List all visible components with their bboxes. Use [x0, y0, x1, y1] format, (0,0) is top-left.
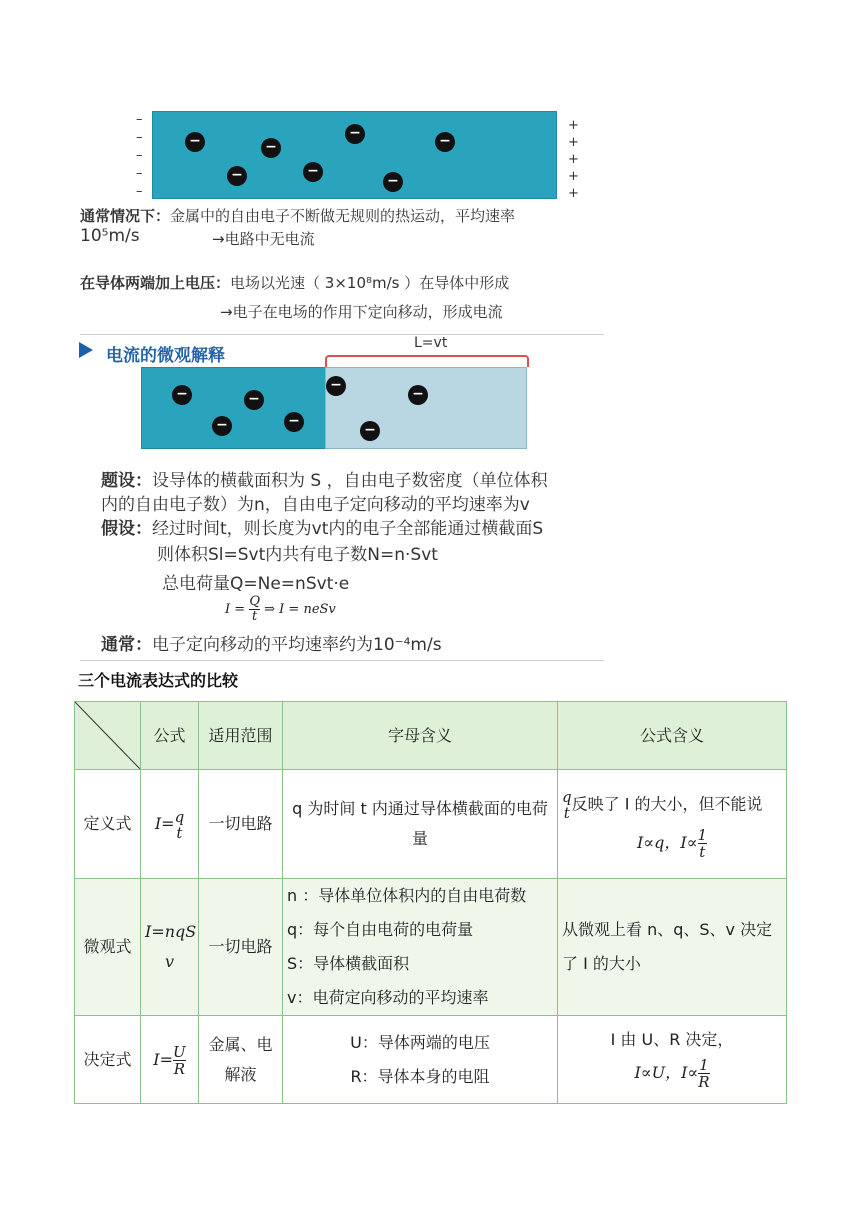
- plus-sign: +: [568, 152, 579, 167]
- row-scope: 一切电路: [199, 770, 283, 879]
- assumption-line1: [101, 514, 543, 539]
- electron-icon: −: [326, 376, 346, 396]
- fraction-denominator: R: [698, 1073, 710, 1091]
- fraction-denominator: t: [252, 609, 258, 624]
- comparison-table: [74, 701, 787, 1104]
- row-formula: [141, 1016, 199, 1104]
- header-meaning: 公式含义: [558, 702, 787, 770]
- assumption-text: 经过时间t，则长度为vt内的电子全部能通过横截面S: [152, 519, 544, 539]
- premise-line2: 内的自由电子数）为n，自由电子定向移动的平均速率为v: [101, 495, 530, 515]
- normal-condition-line: [80, 205, 515, 226]
- row-name: 决定式: [75, 1016, 141, 1104]
- table-title: 三个电流表达式的比较: [78, 671, 239, 690]
- meaning-fraction-2: [698, 827, 708, 860]
- plus-sign: +: [568, 135, 579, 150]
- header-formula: 公式: [141, 702, 199, 770]
- fraction-denominator: R: [173, 1059, 185, 1078]
- row-letters: [283, 879, 558, 1016]
- voltage-applied-line: [80, 272, 509, 293]
- meaning-fraction-2: [698, 1057, 709, 1090]
- electron-icon: −: [345, 124, 365, 144]
- assumption-label: 假设：: [101, 519, 152, 539]
- figure-conductor-random: [136, 108, 586, 206]
- fraction-denominator: t: [699, 842, 706, 861]
- header-scope: 适用范围: [199, 702, 283, 770]
- electron-icon: −: [185, 132, 205, 152]
- typical-label: 通常：: [101, 635, 152, 655]
- thermal-speed-value: 10⁵m/s: [80, 226, 140, 246]
- table-row: [75, 879, 787, 1016]
- formula-lhs: I =: [225, 602, 246, 617]
- premise-line1: [101, 466, 548, 491]
- section-heading: 电流的微观解释: [106, 346, 225, 366]
- electron-icon: −: [360, 421, 380, 441]
- normal-condition-label: 通常情况下：: [80, 207, 171, 225]
- fraction-numerator: q: [174, 807, 185, 826]
- electron-icon: −: [212, 416, 232, 436]
- row-meaning: [558, 770, 787, 879]
- letter-S: S：导体横截面积: [287, 954, 410, 973]
- row-letters: q 为时间 t 内通过导体横截面的电荷量: [283, 770, 558, 879]
- voltage-applied-label: 在导体两端加上电压：: [80, 274, 231, 292]
- minus-sign: –: [136, 184, 143, 199]
- row-meaning: 从微观上看 n、q、S、v 决定了 I 的大小: [558, 879, 787, 1016]
- electron-icon: −: [227, 166, 247, 186]
- fraction-numerator: Q: [249, 594, 260, 609]
- fraction-numerator: U: [173, 1042, 186, 1061]
- voltage-applied-text: 电场以光速（ 3×10⁸m/s ）在导体中形成: [230, 274, 510, 292]
- electron-icon: −: [383, 172, 403, 192]
- electron-icon: −: [435, 132, 455, 152]
- minus-sign: –: [136, 166, 143, 181]
- header-letters: 字母含义: [283, 702, 558, 770]
- premise-label: 题设：: [101, 471, 152, 491]
- formula-lhs: I=: [154, 814, 175, 833]
- plus-sign: +: [568, 118, 579, 133]
- plus-sign: +: [568, 169, 579, 184]
- normal-condition-text: 金属中的自由电子不断做无规则的热运动，平均速率: [170, 207, 516, 225]
- fraction-numerator: 1: [697, 825, 708, 844]
- electron-icon: −: [172, 385, 192, 405]
- minus-sign: –: [136, 112, 143, 127]
- typical-speed-line: [101, 630, 442, 655]
- electron-icon: −: [408, 385, 428, 405]
- conductor-segment-vt: [325, 367, 527, 449]
- letter-R: R：导体本身的电阻: [350, 1066, 490, 1086]
- meaning-fraction: [562, 789, 572, 821]
- current-formula: [225, 595, 336, 624]
- typical-text: 电子定向移动的平均速率约为10⁻⁴m/s: [152, 635, 442, 655]
- meaning-line2: [562, 827, 782, 860]
- meaning-proportional: I∝U，I∝: [634, 1063, 699, 1082]
- row-formula: I=nqS v: [141, 879, 199, 1016]
- no-current-text: →电路中无电流: [212, 230, 315, 248]
- divider: [80, 334, 604, 335]
- meaning-line2: [562, 1057, 782, 1090]
- letter-n: n ：导体单位体积内的自由电荷数: [287, 886, 527, 905]
- formula-fraction: [175, 809, 185, 841]
- row-name: 定义式: [75, 770, 141, 879]
- meaning-line1: I 由 U、R 决定，: [610, 1030, 734, 1049]
- electron-icon: −: [261, 138, 281, 158]
- conductor-left-part: [141, 367, 326, 449]
- row-formula: [141, 770, 199, 879]
- figure-conductor-drift: [141, 367, 527, 449]
- row-meaning: [558, 1016, 787, 1104]
- total-charge-line: 总电荷量Q=Ne=nSvt·e: [162, 574, 350, 594]
- divider: [80, 660, 604, 661]
- letter-v: v：电荷定向移动的平均速率: [287, 988, 489, 1007]
- row-letters: [283, 1016, 558, 1104]
- fraction-numerator: 1: [699, 1056, 709, 1074]
- electron-icon: −: [244, 390, 264, 410]
- row-scope: 一切电路: [199, 879, 283, 1016]
- minus-sign: –: [136, 148, 143, 163]
- fraction-denominator: t: [176, 823, 183, 842]
- electron-icon: −: [284, 412, 304, 432]
- table-row: [75, 770, 787, 879]
- current-forms-text: →电子在电场的作用下定向移动，形成电流: [220, 303, 503, 321]
- meaning-line1: [562, 789, 782, 821]
- plus-sign: +: [568, 186, 579, 201]
- meaning-proportional: I∝q，I∝: [636, 832, 698, 852]
- table-row: [75, 1016, 787, 1104]
- conductor-bar: [152, 111, 557, 199]
- formula-lhs: I=: [153, 1049, 174, 1069]
- row-name: 微观式: [75, 879, 141, 1016]
- formula-result: ⇒ I = neSv: [264, 602, 336, 617]
- fraction-denominator: t: [563, 803, 570, 822]
- length-bracket: [325, 355, 529, 367]
- formula-fraction: [249, 595, 260, 624]
- fraction-numerator: q: [562, 787, 572, 806]
- minus-sign: –: [136, 130, 143, 145]
- formula-fraction: [173, 1044, 186, 1077]
- corner-cell: [75, 702, 141, 770]
- bracket-label: L=vt: [414, 335, 448, 351]
- row-scope: 金属、电解液: [199, 1016, 283, 1104]
- electron-icon: −: [303, 162, 323, 182]
- premise-text: 设导体的横截面积为 S ，自由电子数密度（单位体积: [152, 471, 548, 491]
- letter-U: U：导体两端的电压: [350, 1032, 490, 1052]
- heading-triangle-icon: [79, 342, 93, 358]
- table-header-row: [75, 702, 787, 770]
- letter-q: q：每个自由电荷的电荷量: [287, 920, 474, 939]
- diagonal-line: [75, 702, 141, 770]
- meaning-text: 反映了 I 的大小，但不能说: [571, 794, 763, 813]
- assumption-line2: 则体积Sl=Svt内共有电子数N=n·Svt: [157, 545, 438, 565]
